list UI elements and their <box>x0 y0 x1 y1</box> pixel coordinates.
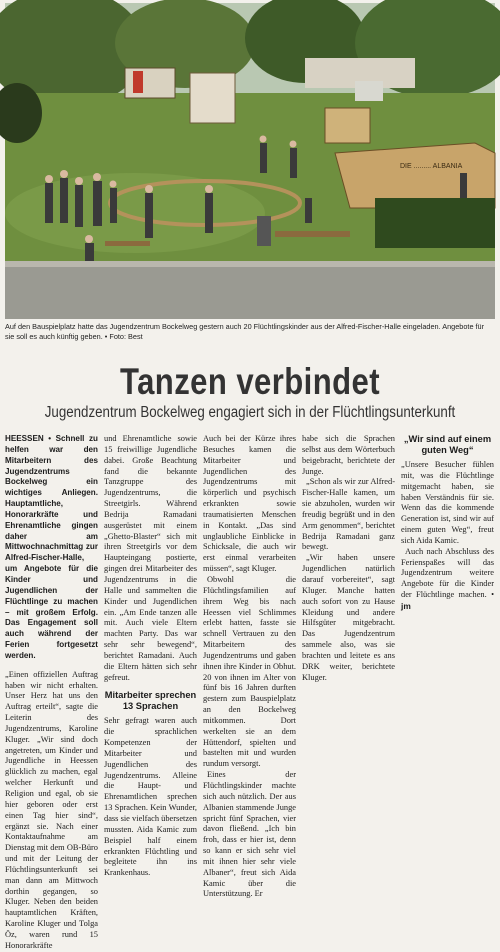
column-1 <box>5 434 98 950</box>
author-initials: jm <box>401 600 411 611</box>
headline: Tanzen verbindet <box>119 361 381 402</box>
column-3 <box>203 434 296 899</box>
paragraph: Auch bei der Kürze ihres Besuches kamen die Mitarbeiter und Jugendlichen des Jugendzentrums mit körperlich und psychisch erkrankten sowie traumatisierten Menschen in Kontakt. „Das sind unglaubliche Einblicke in Schicksale, die auch wir erst einmal verarbeiten müssen“, sagt Kluger. <box>203 434 296 574</box>
column-4 <box>302 434 395 788</box>
paragraph: habe sich die Sprachen selbst aus dem Wörterbuch beigebracht, berichtete der Junge. <box>302 434 395 476</box>
paragraph: Eines der Flüchtlingskinder machte sich auch nützlich. Der aus Albanien stammende Junge spricht fünf Sprachen, vier davon fließend. „Ich bin froh, dass er hier ist, denn so kann er sich sehr viel mit ihnen hier sehr viele Albaner“, freut sich Aida Kamic über die Unterstützung. Er <box>203 770 296 899</box>
paragraph: „Unsere Besucher fühlen mit, was die Flüchtlinge mitgemacht haben, sie haben Verständnis für sie. Wenn das die kommende Generation ist, sind wir auf einem guten Weg“, freut sich Aida Kamic. <box>401 460 494 545</box>
paragraph: Obwohl die Flüchtlingsfamilien auf ihrem Weg bis nach Heessen viel Schlimmes erlebt hatten, fasste sie schnell Vertrauen zu den Mitarbeitern des Jugendzentrums und gaben ihnen ihre Kinder in Obhut. 20 von ihnen im Alter von fünf bis 16 Jahren durften gestern zum Bauspielplatz an den Bockelweg mitkommen. Dort werkelten sie an dem Hüttendorf, spielten und bastelten mit und wurden rundum versorgt. <box>203 574 296 769</box>
lead-paragraph: HEESSEN • Schnell zu helfen war den Mitarbeitern des Jugendzentrums Bockelweg ein wichtiges Anliegen. Hauptamtliche, Honorarkräfte und Ehrenamtliche gingen daher am Mittwochnachmittag zur Alfred-Fischer-Halle, um Angebote für die Kinder und Jugendlichen der Flüchtlinge zu machen – mit großem Erfolg. Das Engagement soll auch während der Ferien fortgesetzt werden. <box>5 434 98 660</box>
section-subheading: „Wir sind auf einem guten Weg“ <box>403 434 492 455</box>
paragraph: „Einen offiziellen Auftrag haben wir nicht erhalten. Unser Herz hat uns den Auftrag erteilt“, sagte die Leiterin des Jugendzentrums, Karoline Kluger. „Wir sind doch angetreten, um Kinder und Jugendliche in Heessen glücklich zu machen, egal welcher Herkunft und Religion und egal, ob sie hier geboren oder erst einen Tag hier sind“, ergänzt sie. Nach einer Kontaktaufnahme am Dienstag mit dem OB-Büro und mit der Leitung der Flüchtlingsunterkunft sei man dann am Mittwoch dorthin gegangen, so Kluger. Neben den beiden hauptamtlichen Kräften, Karoline Kluger und Tolga Öz, waren rund 15 Honorarkräfte <box>5 669 98 950</box>
hut-sign-text: DIE ......... ALBANIA <box>400 163 463 170</box>
article-photo <box>5 3 495 319</box>
closing-text: Auch nach Abschluss des Ferienspaßes will das Jugendzentrum weitere Angebote für die Kinder der Flüchtlinge machen. <box>401 546 494 600</box>
photo-caption: Auf den Bauspielplatz hatte das Jugendzentrum Bockelweg gestern auch 20 Flüchtlingskinder aus der Alfred-Fischer-Halle eingeladen. Angebote für sie soll es auch künftig geben. • Foto: Best <box>5 322 485 341</box>
paragraph: Auch nach Abschluss des Ferienspaßes will das Jugendzentrum weitere Angebote für die Kinder der Flüchtlinge machen. • jm <box>401 546 494 611</box>
paragraph: „Schon als wir zur Alfred-Fischer-Halle kamen, um sie abzuholen, wurden wir freudig begrüßt und in den Arm genommen“, berichtet Bedrija Ramadani ganz bewegt. <box>302 477 395 552</box>
column-5 <box>401 434 494 788</box>
paragraph: Sehr gefragt waren auch die sprachlichen Kompetenzen der Mitarbeiter und Jugendlichen des Jugendzentrums. Alleine die Haupt- und Ehrenamtlichen sprechen 13 Sprachen. Kein Wunder, dass sie vielfach übersetzen mussten. Aida Kamic zum Beispiel half einem erkrankten Flüchtling und begleitete ihn ins Krankenhaus. <box>104 716 197 878</box>
article-body <box>5 434 495 950</box>
column-2 <box>104 434 197 878</box>
paragraph: und Ehrenamtliche sowie 15 freiwillige Jugendliche dabei. Große Beachtung fand die bekannte Tanzgruppe des Jugendzentrums, die Streetgirls. Während Bedrija Ramadani ausgerüstet mit einem „Ghetto-Blaster“ sich mit ihren Streetgirls vor dem Haupteingang postierte, gingen drei Mitarbeiter des Jugendzentrums in die Halle und sammelten die Kinder und Jugendlichen ein. „Am Ende tanzen alle mit. Auch viele Eltern machten Party. Das war sehr sehr bewegend“, berichtet Ramadani. Auch die Eltern hätten sich sehr gefreut. <box>104 434 197 682</box>
section-subheading: Mitarbeiter sprechen 13 Sprachen <box>104 690 197 712</box>
playground-photo-illustration <box>5 3 495 319</box>
subheadline: Jugendzentrum Bockelweg engagiert sich in der Flüchtlingsunterkunft <box>44 404 456 421</box>
paragraph: „Wir haben unsere Jugendlichen natürlich darauf vorbereitet“, sagt Kluger. Manche hatten auch sofort von zu Hause Kleidung und andere Hilfsgüter mitgebracht. Das Jugendzentrum sammele also, was sie brachten und leitete es ans DRK weiter, berichtete Kluger. <box>302 553 395 682</box>
